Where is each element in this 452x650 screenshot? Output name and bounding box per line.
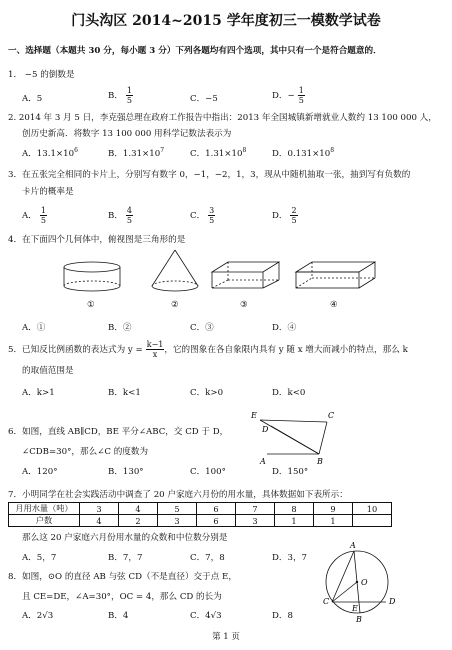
q1-option-d-fraction: $\frac{1}{5}$	[298, 86, 304, 105]
q1-option-a[interactable]: A．5	[22, 94, 43, 104]
q5-function-fraction: $\frac{k-1}{x}$	[146, 340, 164, 359]
q6-option-c[interactable]: C．100°	[190, 467, 226, 477]
q3-stem-line1: 3．在五张完全相同的卡片上，分别写有数字 0，−1，−2，1，3，现从中随机抽取一张，抽到写有负数的	[8, 170, 411, 180]
q2-option-a[interactable]: A．$13.1\times 10^6$	[22, 147, 78, 159]
chord-ac	[332, 551, 354, 602]
section-heading: 一、选择题（本题共 30 分，每小题 3 分）下列各题均有四个选项，其中只有一个是符合题意的．	[8, 46, 382, 56]
q4-option-a[interactable]: A．①	[22, 323, 46, 333]
triangular-prism-shape	[212, 262, 279, 288]
label-b: B	[317, 457, 323, 466]
q2-stem-line1: 2. 2014 年 3 月 5 日，李克强总理在政府工作报告中指出：2013 年全国城镇新增就业人数约 13 100 000 人，	[8, 113, 437, 123]
q7-option-a[interactable]: A．5，7	[22, 553, 57, 563]
q8-circle-figure	[318, 540, 398, 626]
q3-option-a-fraction: $\frac{1}{5}$	[40, 206, 46, 225]
q6-stem-line1: 6．如图，直线 AB∥CD，BE 平分∠ABC，交 CD 于 D，	[8, 427, 229, 437]
q3-option-c-fraction: $\frac{3}{5}$	[209, 206, 215, 225]
q3-option-d-fraction: $\frac{2}{5}$	[291, 206, 297, 225]
q7-stem-line1: 7．小明同学在社会实践活动中调查了 20 户家庭六月份的用水量，具体数据如下表所示：	[8, 490, 348, 500]
cylinder-shape	[64, 262, 120, 291]
q7-option-d[interactable]: D．3，7	[272, 553, 308, 563]
label-a: A	[260, 457, 266, 466]
label-b: B	[356, 615, 362, 624]
q5-option-d[interactable]: D．k<0	[272, 388, 306, 398]
q3-stem-line2: 卡片的概率是	[22, 187, 74, 197]
q8-stem-line1: 8．如图，⊙O 的直径 AB 与弦 CD（不是直径）交于点 E，	[8, 572, 237, 582]
table-cell: 4	[119, 503, 158, 515]
q3-option-d[interactable]: D． $\frac{2}{5}$	[272, 206, 297, 225]
q3-option-b[interactable]: B． $\frac{4}{5}$	[108, 206, 133, 225]
q2-option-c[interactable]: C．$1.31\times 10^8$	[190, 147, 247, 159]
label-d: D	[262, 425, 269, 434]
q4-figure-label-3: ③	[240, 300, 248, 310]
line-bd	[271, 426, 319, 454]
q6-stem-line2: ∠CDB=30°，那么∠C 的度数为	[22, 447, 149, 457]
q6-geometry-figure	[250, 408, 350, 468]
q4-figure-label-4: ④	[330, 300, 338, 310]
q7-option-b[interactable]: B．7，7	[108, 553, 143, 563]
q2-stem-line2: 创历史新高．将数字 13 100 000 用科学记数法表示为	[22, 129, 232, 139]
q1-option-c[interactable]: C．−5	[190, 94, 218, 104]
q2-option-d[interactable]: D．$0.131\times 10^8$	[272, 147, 335, 159]
label-e: E	[251, 411, 257, 420]
table-cell: 10	[353, 503, 392, 515]
q4-figure-label-2: ②	[171, 300, 179, 310]
q8-stem-line2: 且 CE=DE，∠A=30°，OC = 4，那么 CD 的长为	[22, 592, 222, 602]
q5-stem-line1: 5．已知反比例函数的表达式为 y = $\frac{k-1}{x}$ ，它的图象在各自象限内具有 y 随 x 增大而减小的特点，那么 k	[8, 340, 408, 359]
table-cell: 6	[197, 515, 236, 527]
q5-option-a[interactable]: A．k>1	[22, 388, 55, 398]
label-c: C	[323, 597, 330, 606]
segment-oc	[332, 582, 357, 602]
table-cell: 7	[236, 503, 275, 515]
table-cell: 3	[80, 503, 119, 515]
table-cell: 9	[314, 503, 353, 515]
q5-option-c[interactable]: C．k>0	[190, 388, 224, 398]
line-cd	[260, 420, 327, 422]
q3-option-b-fraction: $\frac{4}{5}$	[126, 206, 133, 225]
q4-figure-label-1: ①	[87, 300, 95, 310]
q7-stem-line2: 那么这 20 户家庭六月份用水量的众数和中位数分别是	[22, 533, 228, 543]
q3-option-c[interactable]: C． $\frac{3}{5}$	[190, 206, 215, 225]
table-cell: 户数	[9, 515, 80, 527]
q4-option-d[interactable]: D．④	[272, 323, 297, 333]
table-cell: 5	[158, 503, 197, 515]
q3-option-a[interactable]: A． $\frac{1}{5}$	[22, 206, 46, 225]
cone-shape	[152, 250, 198, 291]
label-o: O	[361, 578, 368, 587]
center-point	[356, 581, 358, 583]
line-bc	[319, 422, 327, 454]
label-e: E	[352, 604, 358, 613]
q6-option-b[interactable]: B．130°	[108, 467, 144, 477]
q6-option-d[interactable]: D．150°	[272, 467, 309, 477]
q8-option-d[interactable]: D．8	[272, 611, 293, 621]
label-c: C	[328, 411, 335, 420]
q8-option-a[interactable]: A．2√3	[22, 611, 54, 621]
q1-option-d[interactable]: D．− $\frac{1}{5}$	[272, 86, 304, 105]
table-cell: 1	[275, 515, 314, 527]
q7-water-usage-table	[8, 502, 392, 527]
q2-option-b[interactable]: B．$1.31\times 10^7$	[108, 147, 165, 159]
table-cell	[353, 515, 392, 527]
page-footer: 第 1 页	[212, 632, 240, 642]
table-cell: 4	[80, 515, 119, 527]
q4-stem: 4．在下面四个几何体中，俯视图是三角形的是	[8, 235, 186, 245]
table-row	[9, 515, 392, 527]
q6-option-a[interactable]: A．120°	[22, 467, 58, 477]
table-cell: 3	[236, 515, 275, 527]
q5-stem-line2: 的取值范围是	[22, 366, 74, 376]
q1-option-b[interactable]: B． $\frac{1}{5}$	[108, 86, 133, 105]
q8-option-c[interactable]: C．4√3	[190, 611, 222, 621]
rectangular-prism-shape	[296, 262, 375, 288]
q4-option-c[interactable]: C．③	[190, 323, 214, 333]
q5-option-b[interactable]: B．k<1	[108, 388, 141, 398]
table-cell: 2	[119, 515, 158, 527]
q1-option-b-fraction: $\frac{1}{5}$	[126, 86, 133, 105]
q4-option-b[interactable]: B．②	[108, 323, 132, 333]
table-cell: 6	[197, 503, 236, 515]
table-cell: 1	[314, 515, 353, 527]
q1-stem: 1． −5 的倒数是	[8, 70, 75, 80]
exam-title: 门头沟区 2014~2015 学年度初三一模数学试卷	[71, 13, 381, 29]
label-d: D	[389, 597, 396, 606]
q7-option-c[interactable]: C．7，8	[190, 553, 225, 563]
label-a: A	[350, 541, 356, 550]
table-header-row	[9, 503, 392, 515]
table-cell: 月用水量（吨）	[9, 503, 80, 515]
q8-option-b[interactable]: B．4	[108, 611, 129, 621]
table-cell: 3	[158, 515, 197, 527]
table-cell: 8	[275, 503, 314, 515]
q4-solids-figure	[0, 248, 452, 308]
